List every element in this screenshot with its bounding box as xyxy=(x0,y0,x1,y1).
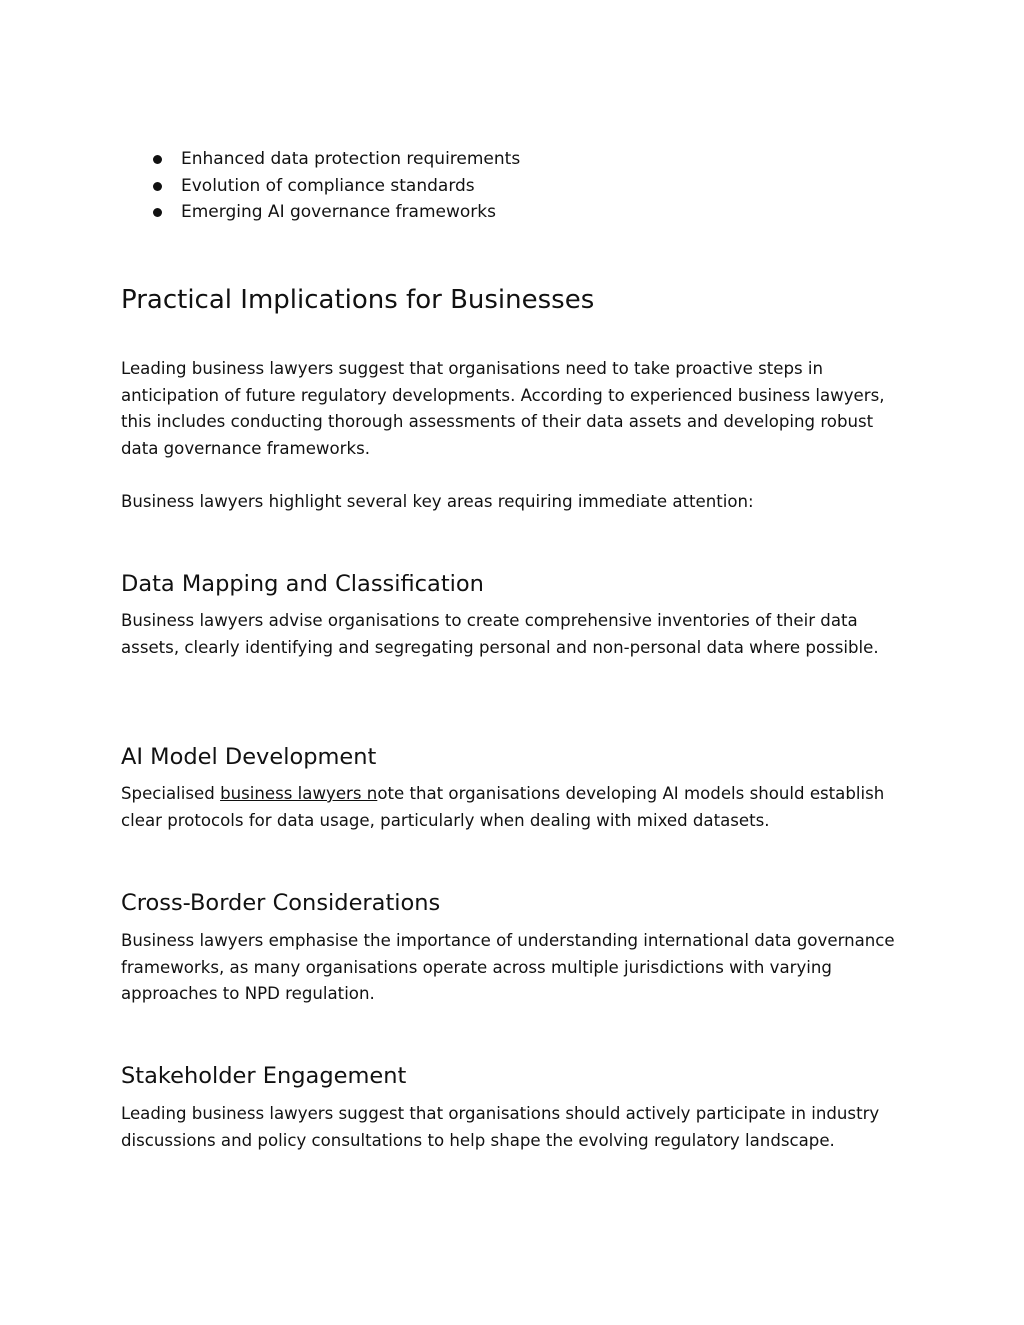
bullet-list xyxy=(151,146,851,226)
bullet-icon xyxy=(153,182,162,191)
cross-border-body: Business lawyers emphasise the importance of understanding international data governance frameworks, as many organisations operate across multiple jurisdictions with varying approaches to NPD regulation. xyxy=(121,931,895,1003)
ai-model-body-suffix: ote that organisations developing AI models should establish clear protocols for data usage, particularly when dealing with mixed datasets. xyxy=(121,784,885,830)
list-item xyxy=(151,173,851,200)
section-heading: Practical Implications for Businesses xyxy=(121,285,595,315)
cross-border-heading: Cross-Border Considerations xyxy=(121,890,441,916)
bullet-text: Enhanced data protection requirements xyxy=(181,149,521,169)
stakeholder-body: Leading business lawyers suggest that organisations should actively participate in industry discussions and policy consultations to help shape the evolving regulatory landscape. xyxy=(121,1104,880,1150)
bullet-icon xyxy=(153,155,162,164)
bullet-text: Emerging AI governance frameworks xyxy=(181,202,496,222)
ai-model-heading: AI Model Development xyxy=(121,744,377,770)
list-item xyxy=(151,199,851,226)
ai-model-body-prefix: Specialised xyxy=(121,784,221,803)
bullet-text: Evolution of compliance standards xyxy=(181,175,475,196)
stakeholder-heading: Stakeholder Engagement xyxy=(121,1063,407,1089)
data-mapping-heading: Data Mapping and Classification xyxy=(121,571,484,597)
bullet-icon xyxy=(153,208,162,217)
ai-model-body xyxy=(121,781,911,834)
key-areas-paragraph: Business lawyers highlight several key areas requiring immediate attention: xyxy=(121,492,754,511)
intro-paragraph: Leading business lawyers suggest that organisations need to take proactive steps in anticipation of future regulatory developments. According to experienced business lawyers, this includes conducting thorough assessments of their data assets and developing robust data governance frameworks. xyxy=(121,359,885,458)
business-lawyers-link[interactable]: business lawyers n xyxy=(220,784,378,803)
data-mapping-body: Business lawyers advise organisations to create comprehensive inventories of their data assets, clearly identifying and segregating personal and non-personal data where possible. xyxy=(121,611,879,657)
list-item xyxy=(151,146,851,173)
